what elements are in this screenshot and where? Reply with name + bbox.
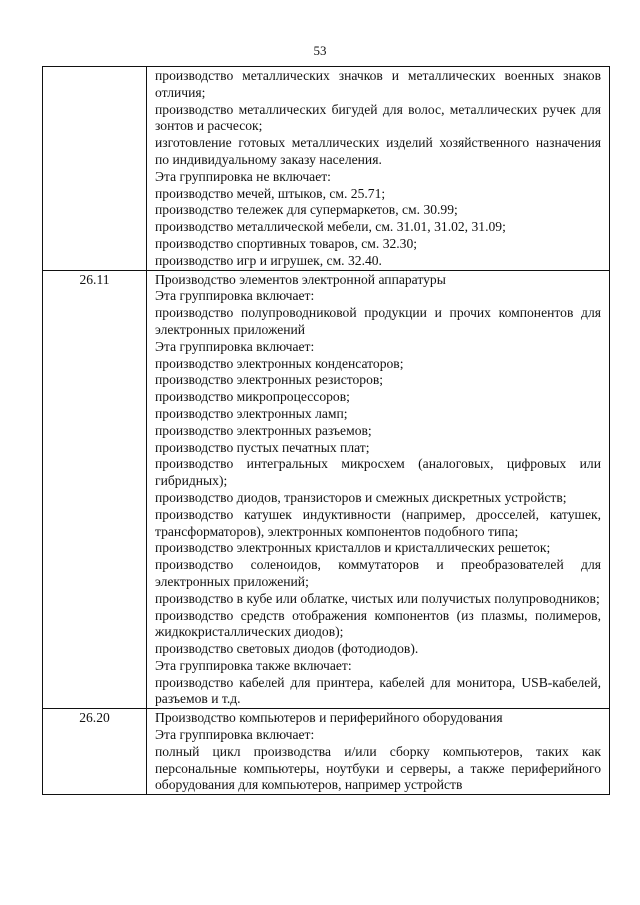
description-line: Производство элементов электронной аппаратуры [155, 271, 446, 287]
description-line: производство соленоидов, коммутаторов и преобразователей для электронных приложений; [155, 557, 601, 589]
page-number: 53 [313, 43, 327, 58]
table-row [43, 67, 610, 271]
description-line: производство спортивных товаров, см. 32.30; [155, 235, 418, 251]
description-line: производство игр и игрушек, см. 32.40. [155, 252, 382, 268]
description-line: производство электронных резисторов; [155, 372, 384, 388]
row-description [147, 270, 610, 709]
description-line: производство тележек для супермаркетов, см. 30.99; [155, 202, 458, 218]
description-line: производство электронных разъемов; [155, 422, 372, 438]
description-line: производство электронных конденсаторов; [155, 355, 404, 371]
row-code [43, 67, 147, 271]
description-line: производство кабелей для принтера, кабелей для монитора, USB-кабелей, разъемов и т.д. [155, 674, 601, 707]
table-row [43, 709, 610, 795]
description-line: производство электронных ламп; [155, 405, 348, 421]
description-line: производство металлической мебели, см. 31.01, 31.02, 31.09; [155, 219, 506, 235]
classification-table [42, 66, 610, 795]
description-line: производство интегральных микросхем (аналоговых, цифровых или гибридных); [155, 456, 601, 489]
description-line: производство средств отображения компонентов (из плазмы, полимеров, жидкокристаллических диодов); [155, 607, 601, 640]
description-line: производство диодов, транзисторов и смежных дискретных устройств; [155, 489, 567, 505]
row-code: 26.11 [43, 270, 147, 709]
description-line: Производство компьютеров и периферийного оборудования [155, 710, 503, 726]
description-line: производство в кубе или облатке, чистых или получистых полупроводников; [155, 590, 600, 606]
row-description [147, 709, 610, 795]
description-line: производство металлических значков и металлических военных знаков отличия; [155, 68, 601, 100]
table-row [43, 270, 610, 709]
description-line: производство световых диодов (фотодиодов). [155, 641, 419, 657]
row-code: 26.20 [43, 709, 147, 795]
description-line: Эта группировка включает: [155, 727, 315, 743]
table-body [43, 67, 610, 795]
description-line: Эта группировка включает: [155, 288, 315, 304]
description-line: производство полупроводниковой продукции и прочих компонентов для электронных приложений [155, 305, 601, 337]
description-line: изготовление готовых металлических изделий хозяйственного назначения по индивидуальному заказу населения. [155, 135, 601, 167]
description-line: производство микропроцессоров; [155, 389, 350, 405]
description-line: производство электронных кристаллов и кристаллических решеток; [155, 540, 551, 556]
description-line: производство пустых печатных плат; [155, 439, 370, 455]
row-description [147, 67, 610, 271]
description-line: производство металлических бигудей для волос, металлических ручек для зонтов и расчесок; [155, 101, 601, 134]
description-line: Эта группировка включает: [155, 338, 315, 354]
description-line: производство мечей, штыков, см. 25.71; [155, 185, 386, 201]
description-line: Эта группировка также включает: [155, 657, 352, 673]
description-line: производство катушек индуктивности (например, дросселей, катушек, трансформаторов), электронных компонентов подобного типа; [155, 506, 601, 539]
description-line: Эта группировка не включает: [155, 168, 331, 184]
description-line: полный цикл производства и/или сборку компьютеров, таких как персональные компьютеры, ноутбуки и серверы, а также периферийного оборудования для компьютеров, например устройств [155, 743, 601, 793]
